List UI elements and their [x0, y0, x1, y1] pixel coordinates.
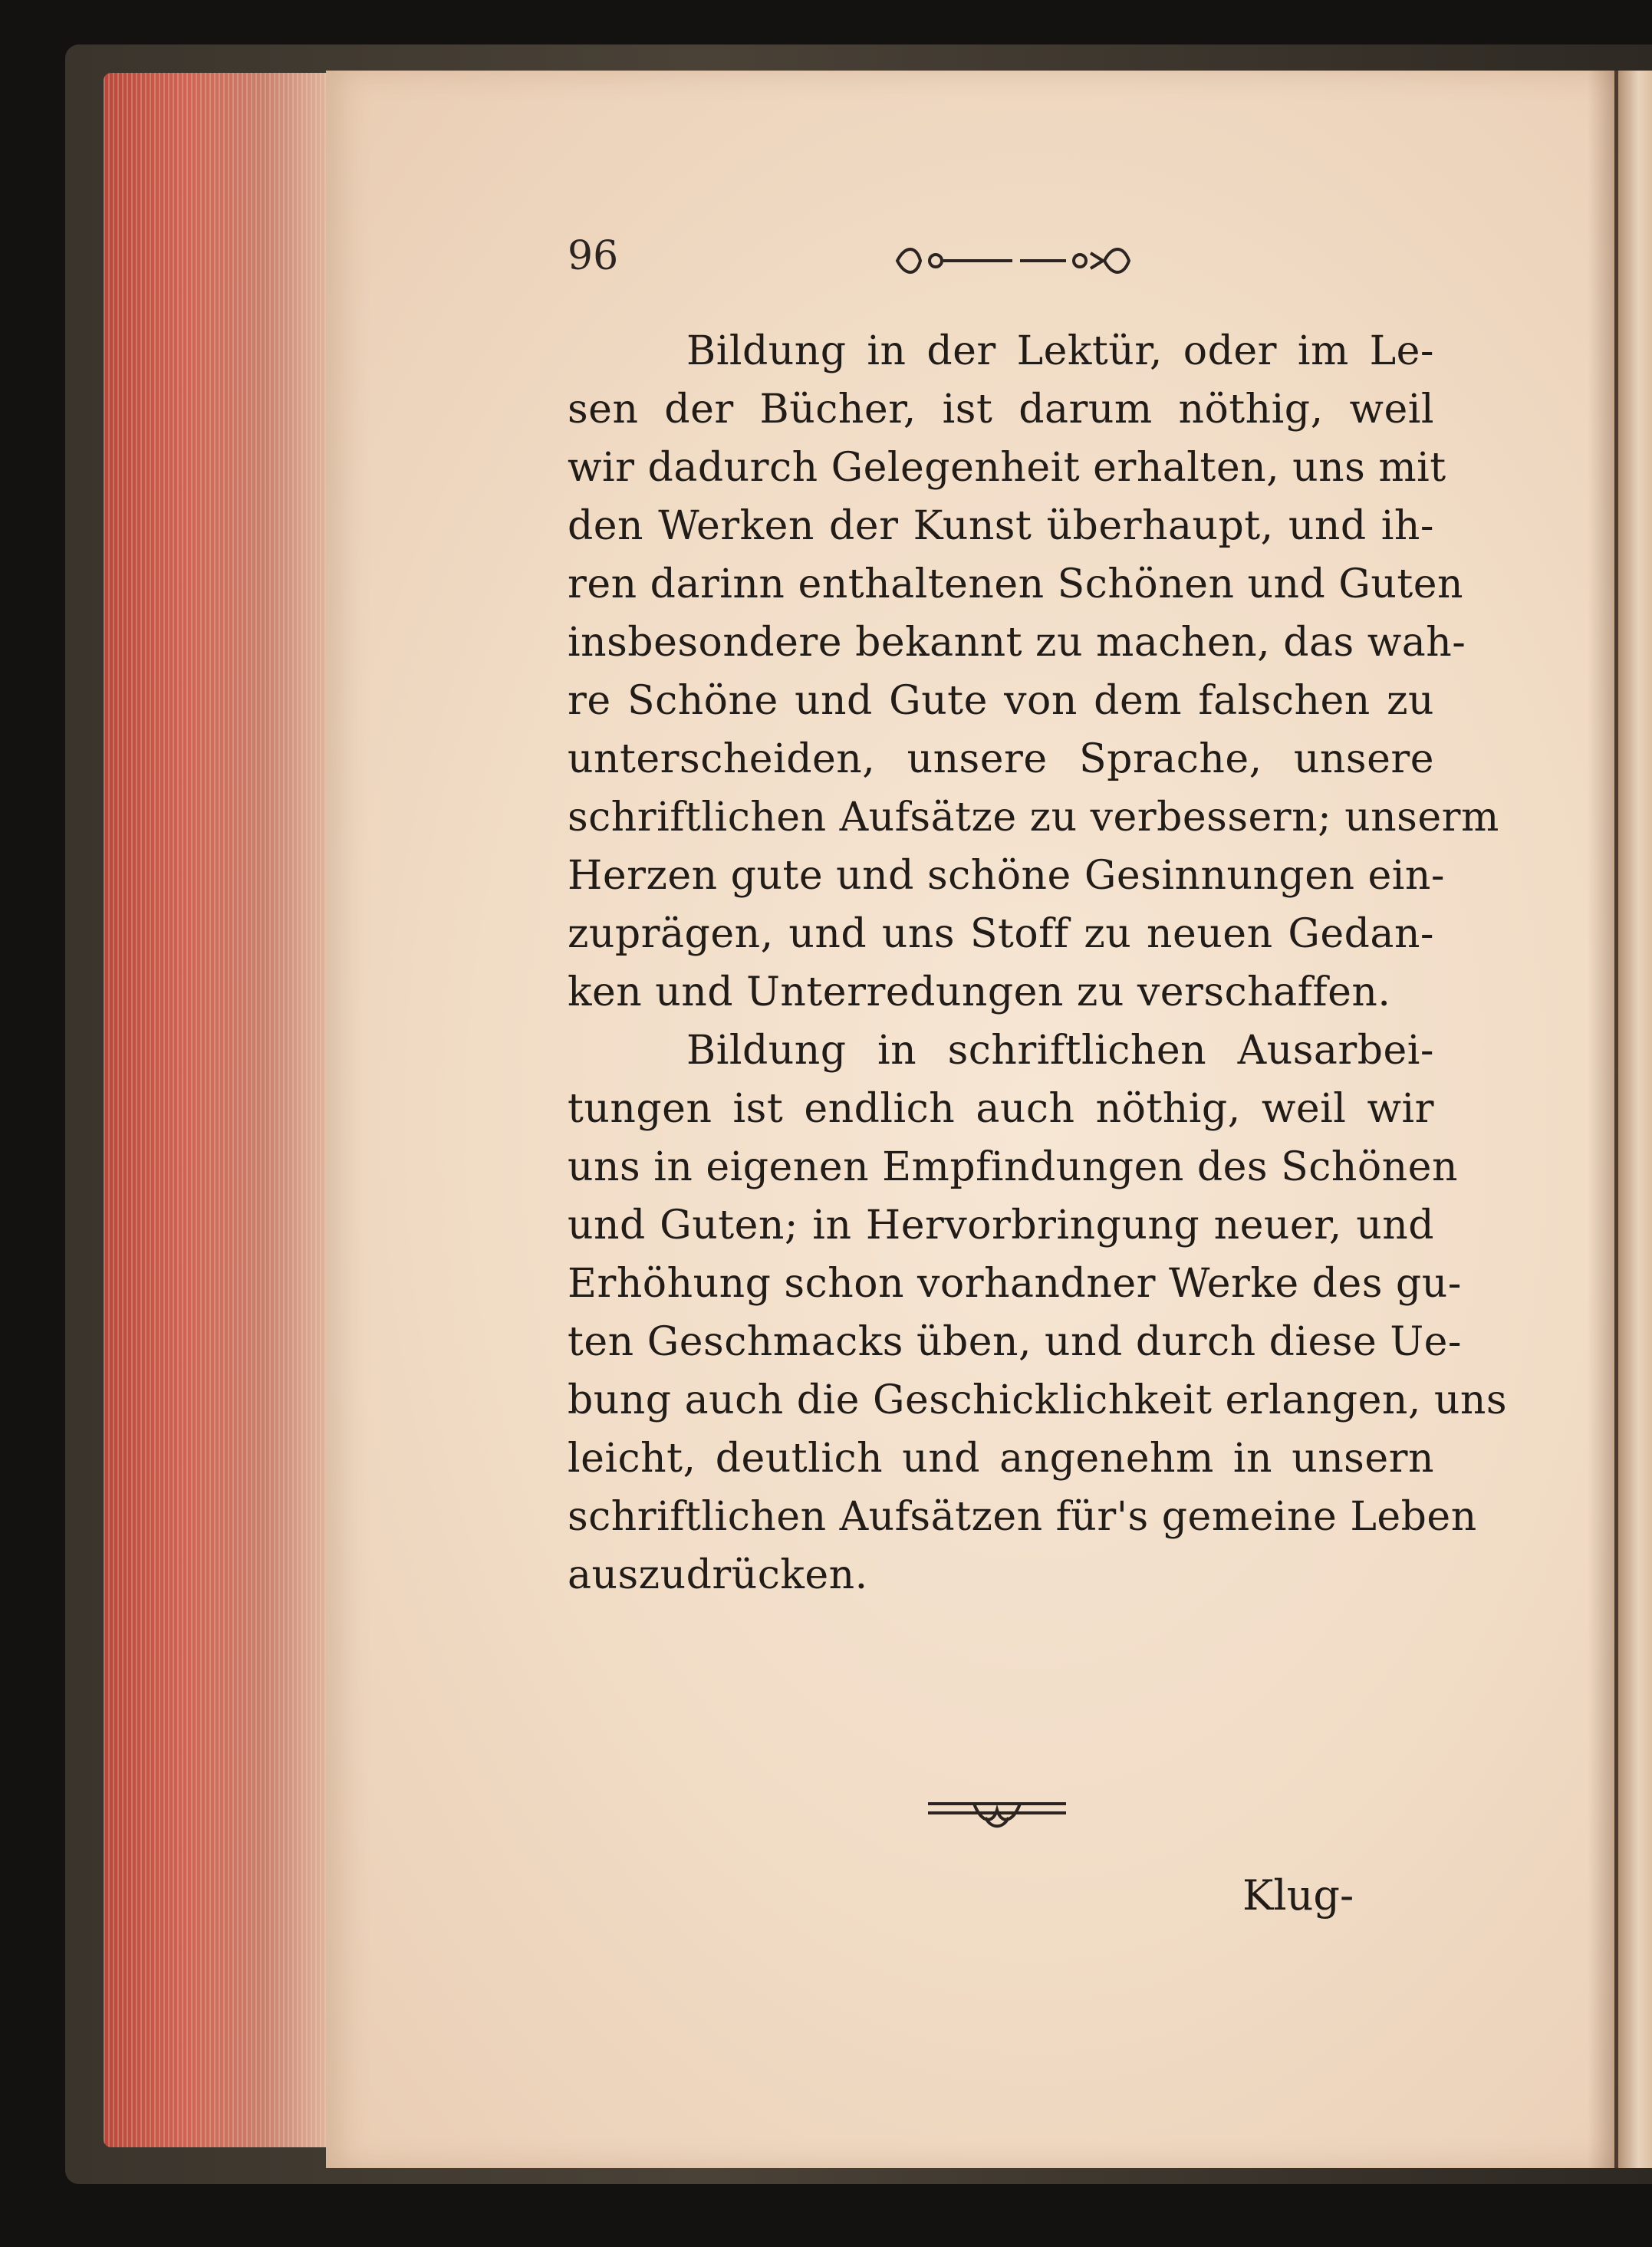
text-line: auszudrücken. — [568, 1552, 868, 1598]
paragraph-2 — [568, 1022, 1508, 1604]
text-line: insbesondere bekannt zu machen, das wah- — [568, 620, 1466, 666]
text-line: re Schöne und Gute von dem falschen zu — [568, 678, 1434, 724]
text-line: Bildung in der Lektür, oder im Le- — [686, 328, 1434, 374]
text-line: und Guten; in Hervorbringung neuer, und — [568, 1202, 1434, 1249]
page-number: 96 — [568, 233, 619, 279]
text-line: sen der Bücher, ist darum nöthig, weil — [568, 387, 1434, 433]
text-line: ten Geschmacks üben, und durch diese Ue- — [568, 1319, 1462, 1365]
facing-page-edge — [1618, 71, 1652, 2168]
text-line: unterscheiden, unsere Sprache, unsere — [568, 736, 1434, 782]
text-line: zuprägen, und uns Stoff zu neuen Gedan- — [568, 911, 1434, 957]
header-ornament-icon — [890, 238, 1135, 284]
paragraph-1 — [568, 322, 1499, 1022]
text-line: den Werken der Kunst überhaupt, und ih- — [568, 503, 1434, 549]
catchword: Klug- — [1242, 1871, 1354, 1920]
text-line: tungen ist endlich auch nöthig, weil wir — [568, 1086, 1434, 1132]
page-header — [568, 230, 1442, 291]
text-line: ren darinn enthaltenen Schönen und Guten — [568, 561, 1463, 607]
text-line: Erhöhung schon vorhandner Werke des gu- — [568, 1261, 1462, 1307]
main-text — [568, 322, 1508, 1604]
text-line: Herzen gute und schöne Gesinnungen ein- — [568, 853, 1445, 899]
text-line: schriftlichen Aufsätzen für's gemeine Leben — [568, 1494, 1477, 1540]
text-line: uns in eigenen Empfindungen des Schönen — [568, 1144, 1458, 1190]
text-line: Bildung in schriftlichen Ausarbei- — [686, 1028, 1434, 1074]
text-line: ken und Unterredungen zu verschaffen. — [568, 969, 1391, 1015]
section-end-ornament-icon — [920, 1787, 1074, 1833]
text-line: bung auch die Geschicklichkeit erlangen, uns — [568, 1377, 1508, 1423]
page-gutter — [1588, 71, 1622, 2168]
text-line: leicht, deutlich und angenehm in unsern — [568, 1436, 1434, 1482]
text-line: wir dadurch Gelegenheit erhalten, uns mit — [568, 445, 1446, 491]
text-line: schriftlichen Aufsätze zu verbessern; unserm — [568, 795, 1499, 841]
red-page-edges — [104, 73, 334, 2147]
